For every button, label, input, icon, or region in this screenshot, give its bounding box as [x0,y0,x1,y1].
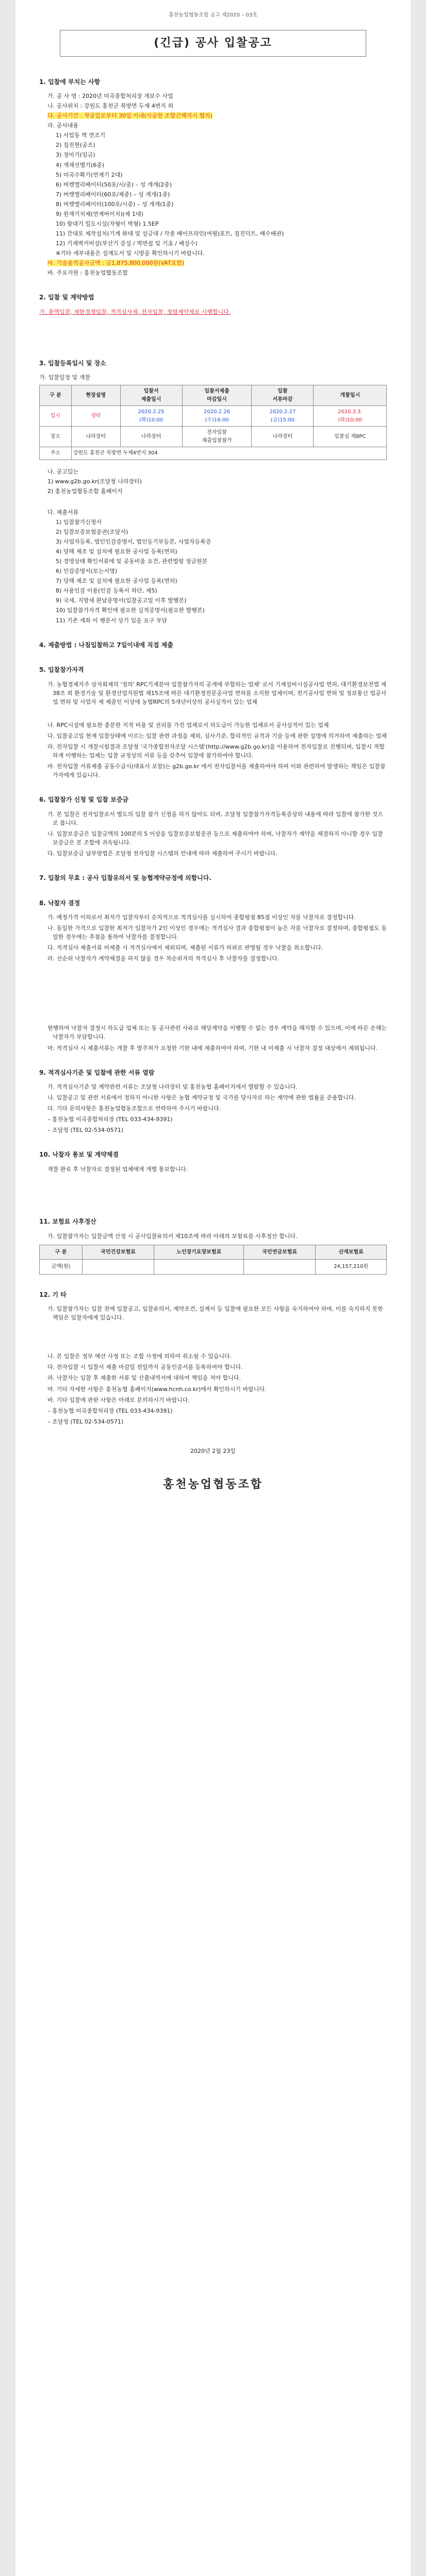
section-3-heading: 3. 입찰등록일시 및 장소 [39,359,106,367]
s1-line: 가. 공 사 명 : 2020년 미곡종합처리장 개보수 사업 [47,93,173,100]
schedule-cell: 나라장터 [252,427,314,447]
section-8b-body [39,1024,387,1052]
s5-para: 가. 농협경제지주 상자회계의 '정의' RPC기계분야 입찰참가자의 공개에 부합하는 업체' 로서 기계설비시설공사업 면허, 대기환경보전법 제38조 외 환경기술 및 환경산업지원법 제15조에 따른 대기환경전문공사업 면허를 소지한 업체이며, 전기공사업 면허 및 정보통신 업공사업 면허 및 사업자 제 제중인 이상에 농협RPC의 5개년이상의 공사실적이 있는 업체 [47,681,387,705]
s2-line [39,308,387,316]
insurance-cell: 금액(원) [40,1260,83,1275]
s3b-doc-item: 11) 기존 계좌 이 행문서 상기 입을 요구 부담 [56,617,168,624]
section-1-heading: 1. 입찰에 부치는 사항 [39,78,101,86]
notice-page [15,0,411,2576]
schedule-cell: 생략 [71,406,120,427]
insurance-cell [154,1260,244,1275]
s8b-para: 마. 적격심사 시 제출서류는 개찰 후 발주처가 요청한 기한 내에 제출하여야 하며, 기한 내 미제출 시 낙찰자 결정 대상에서 제외됩니다. [47,1044,378,1052]
s1-item: 10) 항대기 일도시설(자형이 벽형) 1.5EP [56,220,159,227]
s8-para: 다. 적격심사 제출서류 미제출 시 적격심사에서 제외되며, 제출된 서류가 허위로 판명될 경우 낙찰을 취소합니다. [47,944,323,952]
schedule-cell: 2020.2.26 (수)16:00 [182,406,252,427]
insurance-cell [83,1260,154,1275]
schedule-row-datetime [40,406,387,427]
section-4-heading: 4. 제출방법 : 나침입찰하고 7일이내에 직접 제출 [39,641,173,649]
section-12-heading: 12. 기 타 [39,1291,67,1298]
s8-para: 라. 선순위 낙찰자가 계약체결을 하지 않을 경우 차순위자의 적격심사 후 낙찰자를 결정합니다. [47,955,280,962]
s3b-line: 나. 공고있는 [47,468,79,475]
section-12-body [39,1304,387,1426]
insurance-cell [244,1260,316,1275]
s3b-doc-item: 9) 국세, 지방세 완납증명서(입찰공고일 이후 발행본) [56,597,187,604]
s12-para: 나. 본 입찰은 정부 예산 사정 또는 조합 사정에 의하여 취소될 수 있습니다. [47,1353,232,1360]
section-3b-body [47,467,387,625]
section-8-heading: 8. 낙찰자 결정 [39,899,80,907]
s2-method-text: 가. 총액입찰, 제한경쟁입찰, 적격심사제, 전자입찰, 청렴계약제로 시행합니다. [39,308,231,315]
schedule-cell: 나라장터 [71,427,120,447]
s1-item: 6) 버켓엘리베이터(50포/시/중) – 성 개개(2중) [56,181,172,188]
schedule-col-header: 개찰일시 [314,385,387,406]
section-5-body [39,680,387,779]
s3b-doc-item: 7) 당해 제조 및 설치에 필요한 공사업 등록(면허) [56,578,177,585]
issuer-name: 홍천농업협동조합 [162,1478,264,1491]
insurance-col-header: 국민연금보험료 [244,1245,316,1260]
s1-line: 라. 공사내용 [47,122,79,129]
schedule-row-address [40,447,387,460]
s12-para: 마. 기타 자세한 사항은 홍천농협 홈페이지(www.hcnh.co.kr)에서 확인하시기 바랍니다. [47,1385,267,1393]
s1-item: 12) 기계벽커버설(부산기 증설 / 벽면쉽 및 기초 / 배설수) [56,240,198,247]
section-10-heading: 10. 낙찰자 통보 및 계약체결 [39,1151,119,1159]
s5-para: 라. 전자입찰 시 개찰시험결과 조달청 '국가종합전자조달 시스템'(http://www.g2b.go.kr)을 이용하여 전자입찰로 진행되며, 입찰시 적합하게 이행하는 업체는 입찰 규정상의 서류 등을 갖추어 입찰에 참가하여야 합니다. [47,743,385,759]
section-6-body [39,810,387,858]
s3b-doc-item: 5) 경영상태 확인서류에 및 공동비율 요건, 관련법령 정금원본 [56,558,208,565]
s1-line: 나. 공사위치 : 강원도 홍천군 북방면 두재 4번지 외 [47,103,174,110]
s1-items [56,131,387,258]
schedule-cell: 입찰실 제8PC [314,427,387,447]
s12-contact: – 조달청 (TEL 02-534-0571) [47,1418,124,1425]
insurance-col-header: 국민건강보험료 [83,1245,154,1260]
s5-para: 마. 전자입찰 서류제출 공동수급시(대표사 포함)는 g2b.go.kr 에서 전자입찰서를 제출하여야 하며 이와 관련하여 발생하는 책임은 입찰참가자에게 있습니다. [47,763,386,779]
s1-item: 4) 색채선별기(6중) [56,161,105,168]
schedule-col-header: 구 분 [40,385,72,406]
insurance-row [40,1260,387,1275]
s1-item: 1) 사업동 벽 연조기 [56,132,106,139]
s1-item: 2) 집진현(공조) [56,142,95,149]
schedule-col-header: 현장설명 [71,385,120,406]
schedule-cell: 2020.2.25 (화)10:00 [120,406,182,427]
schedule-table [39,385,387,460]
insurance-col-header: 구 분 [40,1245,83,1260]
s1-item: 3) 정미기(임금) [56,151,95,159]
schedule-cell: 주소 [40,447,72,460]
section-5-heading: 5. 입찰참가자격 [39,666,84,674]
s3b-doc-item: 1) 입찰참가신청서 [56,519,102,526]
s3b-doc-list [56,518,387,625]
schedule-col-header: 입찰서제출 마감일시 [182,385,252,406]
section-1-body [47,92,387,277]
section-9-heading: 9. 적격심사기준 및 입찰에 관한 서류 열람 [39,1069,155,1076]
s12-contact: – 홍천농협 미곡종합처리장 (TEL 033-434-9391) [47,1407,173,1414]
s12-para: 라. 낙찰자는 입찰 후 제출한 서류 및 산출내역서에 대하여 책임을 져야 합니다. [47,1375,241,1382]
s3b-doc-item: 10) 입찰참가자격 확인에 필요한 실적증명서(필요한 발행본) [56,607,205,614]
s3b-doc-item: 8) 사용인감 이용(인감 등록서 하단, 제5) [56,587,157,595]
s8b-para: 현행하여 낙찰자 결정시 하도급 업체 또는 동 공사관련 사유로 해당계약을 이행할 수 없는 경우 계약을 해지할 수 있으며, 이에 따른 손해는 낙찰자가 부담합니다. [47,1025,387,1041]
s3b-line: 다. 제출서류 [47,509,79,516]
s12-para: 바. 기타 입찰에 관한 사항은 아래로 문의하시기 바랍니다. [47,1396,190,1403]
s9-contact: – 조달청 (TEL 02-534-0571) [47,1127,124,1134]
s6-para: 다. 입찰보증금 납부방법은 조달청 전자입찰 시스템의 안내에 따라 제출하여 주시기 바랍니다. [47,850,277,857]
s11-line: 가. 입찰참가자는 입찰금액 산정 시 공사입찰유의서 제10조에 따라 아래의 보험료를 사후정산 합니다. [47,1232,298,1240]
section-9-body [39,1082,387,1134]
s1-note: ※기타 세부내용은 설계도서 및 시방을 확인하시기 바랍니다. [56,249,205,257]
s1-item: 9) 원재기치제(연계버이치)(제 1대) [56,210,143,217]
s3b-doc-item: 6) 인감증명서(또는서명) [56,568,118,575]
notice-date: 2020년 2월 23일 [190,1447,236,1454]
page-title: (긴급) 공사 입찰공고 [60,30,366,57]
schedule-header-row [40,385,387,406]
s5-para: 나. RPC시설에 필요한 충분한 지적 비용 및 권리를 가진 업체로서 하도급이 가능한 업체로서 공사실적이 있는 업체 [47,721,329,728]
s1-item: 8) 버켓엘리베이터(100포/시중) – 성 개개(1중) [56,200,174,208]
s1-line [47,111,387,120]
s5-para: 다. 입찰공고일 현재 입찰상태에 이르는 입찰 관련 과정을 제외, 심사기준, 합리적인 규격과 기술 등에 관한 설명에 의거하여 제출하는 업체 [47,732,387,739]
schedule-cell: 장소 [40,427,72,447]
s12-para: 가. 입찰참가자는 입찰 전에 입찰공고, 입찰유의서, 계약조건, 설계서 등 입찰에 필요한 모든 사항을 숙지하여야 하며, 이를 숙지하지 못한 책임은 입찰자에게 있습니다. [47,1306,383,1321]
s1-item: 5) 미곡수확기(연계기 2대) [56,171,123,178]
s9-para: 나. 입찰공고 및 관련 서류에서 정하지 아니한 사항은 농협 계약규정 및 국가를 당사자로 하는 계약에 관한 법률을 준용합니다. [47,1094,356,1101]
schedule-cell: 나라장터 [120,427,182,447]
schedule-cell: 전자입찰 제출입찰참가 [182,427,252,447]
s1-item: 11) 간대포 제작설치(기계 화대 및 설금대 / 각종 배이프라인(여평)포트, 집진덕트, 배수배관) [56,230,284,237]
s1-amount [47,259,387,267]
s10-line: 개찰 완료 후 낙찰자로 결정된 업체에게 개별 통보합니다. [47,1165,188,1173]
insurance-header-row [40,1245,387,1260]
s3b-line: 1) www.g2b.go.kr(조달청 나라장터) [47,478,142,485]
insurance-col-header: 노인장기요양보험료 [154,1245,244,1260]
s9-para: 다. 기타 문의사항은 홍천농업협동조합으로 연락하여 주시기 바랍니다. [47,1105,221,1112]
s3b-doc-item: 2) 입찰보증보험증권(조달서) [56,529,128,536]
s9-contact: – 홍천농협 미곡종합처리장 (TEL 033-434-9391) [47,1116,173,1123]
schedule-col-header: 입찰서 제출일시 [120,385,182,406]
s1-line: 바. 주요지원 : 홍천농업협동조합 [47,269,128,277]
section-6-heading: 6. 입찰참가 신청 및 입찰 보증금 [39,796,128,804]
s8-para: 가. 예정가격 이하로서 최저가 입찰자부터 순차적으로 적격심사를 실시하여 종합평점 85점 이상인 자를 낙찰자로 결정합니다. [47,914,356,921]
s12-para: 다. 전자입찰 시 입찰서 제출 마감일 전일까지 공동인증서를 등록하여야 합니다. [47,1364,243,1371]
s8-para: 나. 동일한 가격으로 입찰한 최저가 입찰자가 2인 이상인 경우에는 적격심사 결과 종합평점이 높은 자를 낙찰자로 결정하며, 종합평점도 동일한 경우에는 추첨을 통하여 낙찰자를 결정합니다. [47,925,387,941]
s3b-doc-item: 4) 당해 제조 및 설치에 필요한 공사업 등록(면허) [56,548,177,555]
schedule-cell: 2020.3.3. (화)10:00 [314,406,387,427]
schedule-address-cell: 강원도 홍천군 북방면 두재4번지 304 [71,447,386,460]
s1-amount-highlight: 마. 기술용역공사금액 : 금1,875,800,000원(VAT포함) [47,259,185,266]
insurance-table [39,1245,387,1275]
schedule-cell: 2020.2.27 (금)15:00 [252,406,314,427]
s1-period-highlight: 다. 공사기간 : 착공일로부터 30일 이내(사공한 조합근해지시 협의) [47,112,212,120]
s3b-doc-item: 3) 사업자등록, 법인인감증명서, 법인등기부등본, 사업자등록증 [56,538,211,546]
schedule-cell: 일시 [40,406,72,427]
s3b-line: 2) 홍천농업협동조합 홈페이지 [47,487,123,495]
s3-sub: 가. 입찰일정 및 개찰 [39,374,90,381]
schedule-col-header: 입찰 서류마감 [252,385,314,406]
s9-para: 가. 적격심사기준 및 계약관련 서류는 조달청 나라장터 및 홍천농협 홈페이지에서 열람할 수 있습니다. [47,1083,298,1091]
insurance-cell: 24,157,210원 [316,1260,387,1275]
s6-para: 가. 본 입찰은 전자입찰로서 별도의 입찰 참가 신청을 하지 않아도 되며, 조달청 입찰참가자격등록증상의 내용에 따라 입찰에 참가한 것으로 봅니다. [47,810,383,826]
notice-number: 홍천농업협동조합 공고 제2020 – 03호 [169,12,257,18]
section-8-body [39,913,387,963]
insurance-col-header: 산재보험료 [316,1245,387,1260]
section-2-heading: 2. 입찰 및 계약방법 [39,294,94,301]
section-11-heading: 11. 보험료 사후정산 [39,1218,96,1226]
s6-para: 나. 입찰보증금은 입찰금액의 100분의 5 이상을 입찰보증보험증권 등으로 제출하여야 하며, 낙찰자가 계약을 체결하지 아니할 경우 입찰보증금은 본 조합에 귀속됩니다. [47,830,383,846]
schedule-row-place [40,427,387,447]
s1-item: 7) 버켓엘리베이터(60포/제중) – 성 개개(1중) [56,191,170,198]
section-7-heading: 7. 입찰의 무효 : 공사 입찰유의서 및 농협계약규정에 의합니다. [39,874,211,882]
